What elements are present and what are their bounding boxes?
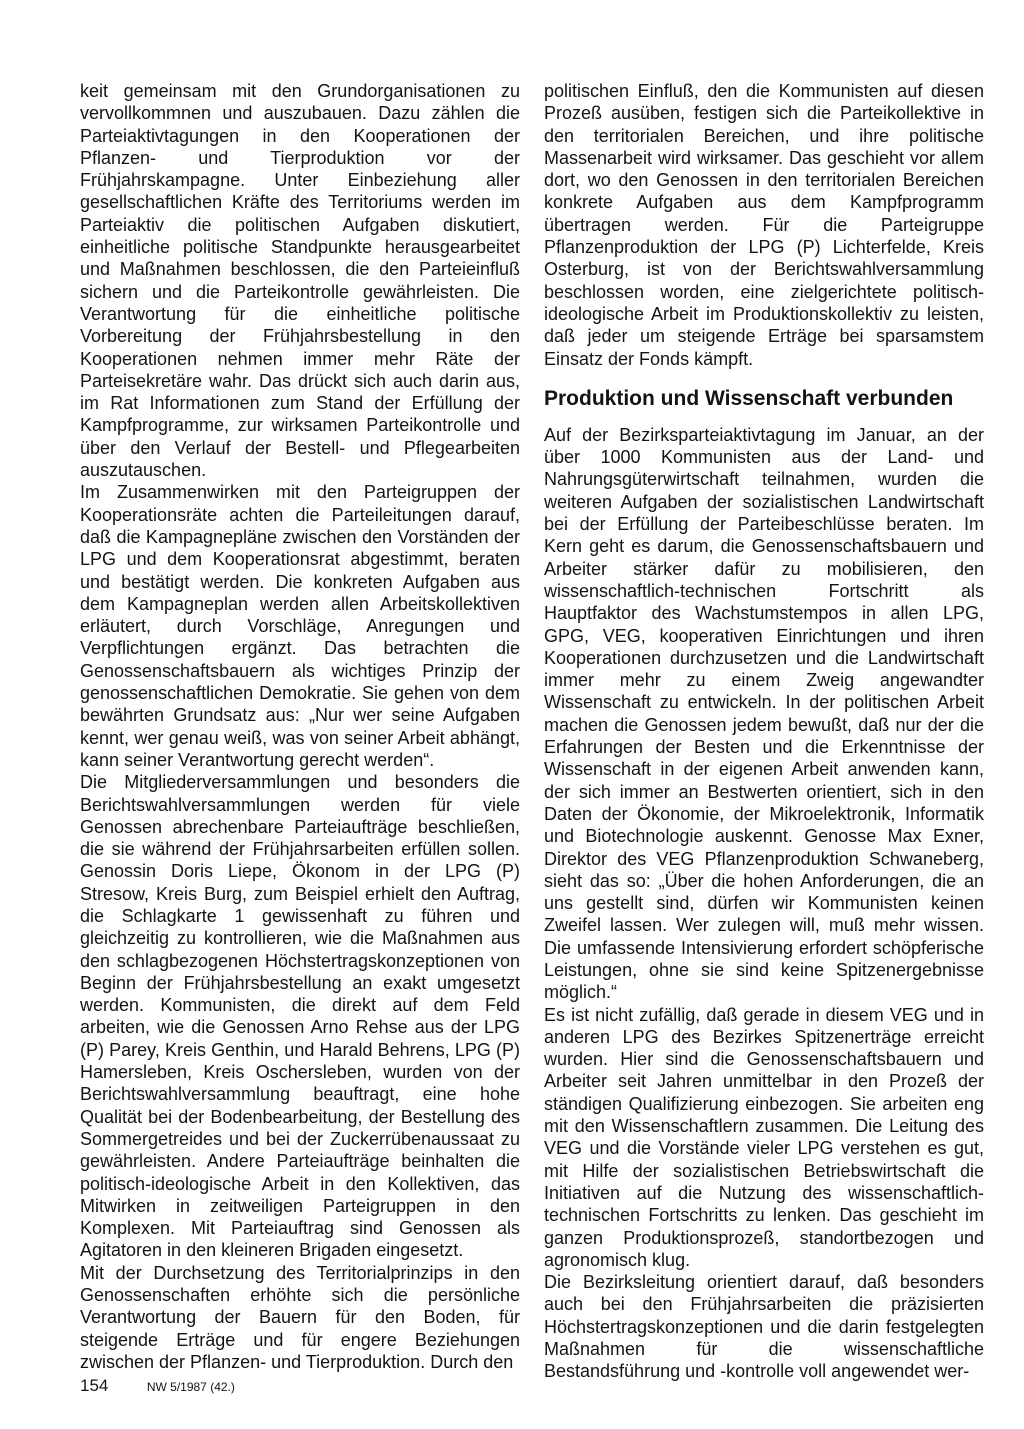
paragraph: Die Bezirksleitung orientiert darauf, daß besonders auch bei den Frühjahrsarbeiten die präzisierten Höchstertragskonzeptionen und die darin festgelegten Maßnahmen für die wissenschaftliche Bestandsführung und -kontrolle voll angewendet wer-: [544, 1272, 984, 1382]
right-column: [544, 80, 984, 1383]
page-footer: [80, 1376, 235, 1396]
left-column: [80, 80, 520, 1373]
issue-reference: NW 5/1987 (42.): [146, 1380, 235, 1394]
paragraph: Im Zusammenwirken mit den Parteigruppen der Kooperationsräte achten die Parteileitungen darauf, daß die Kampagnepläne zwischen den Vorständen der LPG und dem Kooperationsrat abgestimmt, beraten und bestätigt werden. Die konkreten Aufgaben aus dem Kampagneplan werden allen Arbeitskollektiven erläutert, durch Vorschläge, Anregungen und Verpflichtungen ergänzt. Das betrachten die Genossenschaftsbauern als wichtiges Prinzip der genossenschaftlichen Demokratie. Sie gehen von dem bewährten Grundsatz aus: „Nur wer seine Aufgaben kennt, wer genau weiß, was von seiner Arbeit abhängt, kann seiner Verantwortung gerecht werden“.: [80, 482, 520, 770]
page-number: 154: [80, 1376, 109, 1395]
paragraph: Mit der Durchsetzung des Territorialprinzips in den Genossenschaften erhöhte sich die persönliche Verantwortung der Bauern für den Boden, für steigende Erträge und für engere Beziehungen zwischen der Pflanzen- und Tierproduktion. Durch den: [80, 1262, 520, 1372]
paragraph: keit gemeinsam mit den Grundorganisationen zu vervollkommnen und auszubauen. Dazu zählen die Parteiaktivtagungen in den Kooperationen der Pflanzen- und Tierproduktion vor der Frühjahrskampagne. Unter Einbeziehung aller gesellschaftlichen Kräfte des Territoriums werden im Parteiaktiv die politischen Aufgaben diskutiert, einheitliche politische Standpunkte herausgearbeitet und Maßnahmen beschlossen, die den Parteieinfluß sichern und die Parteikontrolle gewährleisten. Die Verantwortung für die einheitliche politische Vorbereitung der Frühjahrsbestellung in den Kooperationen nehmen immer mehr Räte der Parteisekretäre wahr. Das drückt sich auch darin aus, im Rat Informationen zum Stand der Erfüllung der Kampfprogramme, zur wirksamen Parteikontrolle und über den Verlauf der Bestell- und Pflegearbeiten auszutauschen.: [80, 81, 520, 481]
section-heading: Produktion und Wissenschaft verbunden: [544, 386, 954, 410]
paragraph: Auf der Bezirksparteiaktivtagung im Januar, an der über 1000 Kommunisten aus der Land- und Nahrungsgüterwirtschaft teilnahmen, wurden die weiteren Aufgaben der sozialistischen Landwirtschaft bei der Erfüllung der Parteibeschlüsse beraten. Im Kern geht es darum, die Genossenschaftsbauern und Arbeiter stärker dafür zu mobilisieren, den wissenschaftlich-technischen Fortschritt als Hauptfaktor des Wachstumstempos in allen LPG, GPG, VEG, kooperativen Einrichtungen und ihren Kooperationen durchzusetzen und die Landwirtschaft immer mehr zu einem Zweig angewandter Wissenschaft zu entwickeln. In der politischen Arbeit machen die Genossen jedem bewußt, daß nur der die Erfahrungen der Besten und die Erkenntnisse der Wissenschaft in der eigenen Arbeit anwenden kann, der sich immer an Bestwerten orientiert, sich in den Daten der Ökonomie, der Mikroelektronik, Informatik und Biotechnologie auskennt. Genosse Max Exner, Direktor des VEG Pflanzenproduktion Schwaneberg, sieht das so: „Über die hohen Anforderungen, die an uns gestellt sind, dürfen wir Kommunisten keinen Zweifel lassen. Wer zulegen will, muß mehr wissen. Die umfassende Intensivierung erfordert schöpferische Leistungen, ohne sie sind keine Spitzenergebnisse möglich.“: [544, 424, 984, 1003]
paragraph: politischen Einfluß, den die Kommunisten auf diesen Prozeß ausüben, festigen sich die Parteikollektive in den territorialen Bereichen, und ihre politische Massenarbeit wird wirksamer. Das geschieht vor allem dort, wo den Genossen in den territorialen Bereichen konkrete Aufgaben aus dem Kampfprogramm übertragen werden. Für die Parteigruppe Pflanzenproduktion der LPG (P) Lichterfelde, Kreis Osterburg, ist von der Berichtswahlversammlung beschlossen worden, eine zielgerichtete politisch-ideologische Arbeit im Produktionskollektiv zu leisten, daß jeder um steigende Erträge bei sparsamstem Einsatz der Fonds kämpft.: [544, 81, 984, 369]
paragraph: Die Mitgliederversammlungen und besonders die Berichtswahlversammlungen werden für viele Genossen abrechenbare Parteiaufträge beschließen, die sie während der Frühjahrsarbeiten erfüllen sollen. Genossin Doris Liepe, Ökonom in der LPG (P) Stresow, Kreis Burg, zum Beispiel erhielt den Auftrag, die Schlagkarte 1 gewissenhaft zu führen und gleichzeitig zu kontrollieren, wie die Maßnahmen aus den schlagbezogenen Höchstertragskonzeptionen von Beginn der Frühjahrsbestellung an exakt umgesetzt werden. Kommunisten, die direkt auf dem Feld arbeiten, wie die Genossen Arno Rehse aus der LPG (P) Parey, Kreis Genthin, und Harald Behrens, LPG (P) Hamersleben, Kreis Oschersleben, wurden von der Berichtswahlversammlung beauftragt, eine hohe Qualität bei der Bodenbearbeitung, der Bestellung des Sommergetreides und bei der Zuckerrübenaussaat zu gewährleisten. Andere Parteiaufträge beinhalten die politisch-ideologische Arbeit in den Kollektiven, das Mitwirken in zeitweiligen Parteigruppen in den Komplexen. Mit Parteiauftrag sind Genossen als Agitatoren in den kleineren Brigaden eingesetzt.: [80, 772, 520, 1261]
paragraph: Es ist nicht zufällig, daß gerade in diesem VEG und in anderen LPG des Bezirkes Spitzenerträge erreicht wurden. Hier sind die Genossenschaftsbauern und Arbeiter seit Jahren unmittelbar in den Prozeß der ständigen Qualifizierung einbezogen. Sie arbeiten eng mit den Wissenschaftlern zusammen. Die Leitung des VEG und die Vorstände vieler LPG verstehen es gut, mit Hilfe der sozialistischen Betriebswirtschaft die Initiativen auf die Nutzung des wissenschaftlich-technischen Fortschritts zu lenken. Das geschieht im ganzen Produktionsprozeß, standortbezogen und agronomisch klug.: [544, 1004, 984, 1270]
